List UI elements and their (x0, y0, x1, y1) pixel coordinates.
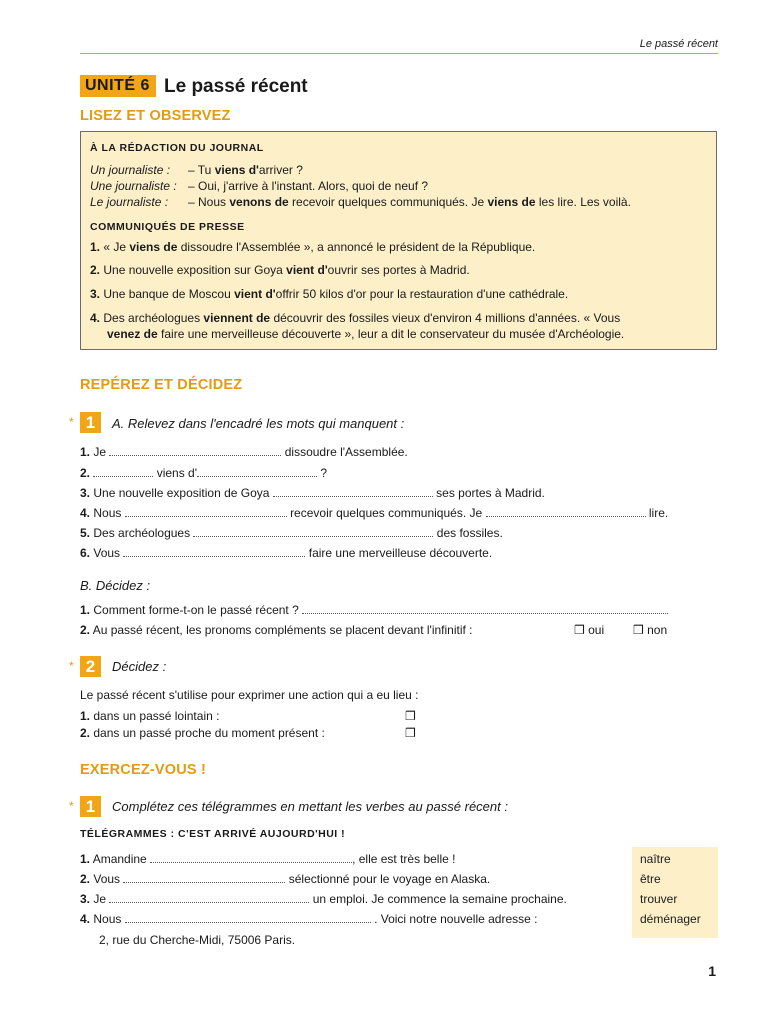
item-bold: viennent de (203, 311, 271, 325)
blank[interactable] (123, 872, 285, 883)
dialogue-bold: viens de (487, 195, 536, 209)
fill-line (80, 546, 492, 561)
communique-item (90, 263, 470, 278)
section-heading-lisez: LISEZ ET OBSERVEZ (80, 108, 231, 124)
telegram-line (80, 912, 538, 927)
blank[interactable] (197, 466, 317, 477)
line-text: . Voici notre nouvelle adresse : (374, 912, 538, 926)
line-text: Une nouvelle exposition de Goya (93, 486, 270, 500)
line-text: Au passé récent, les pronoms compléments se placent devant l'infinitif : (92, 623, 473, 637)
blank[interactable] (109, 892, 309, 903)
telegram-line (80, 892, 567, 907)
blank[interactable] (93, 466, 153, 477)
line-text: viens d' (156, 466, 198, 480)
verb-item: trouver (640, 892, 678, 906)
dialogue-line (90, 163, 303, 178)
verb-item: déménager (640, 912, 701, 926)
speaker: Le journaliste : (90, 195, 169, 209)
blank[interactable] (273, 486, 433, 497)
communique-item (90, 287, 568, 302)
dialogue-text: recevoir quelques communiqués. Je (288, 195, 488, 209)
communique-item (90, 240, 535, 255)
header-rule (80, 53, 718, 54)
line-number: 1. (80, 603, 91, 617)
fill-line (80, 445, 408, 460)
star-marker: * (69, 659, 74, 673)
item-bold: viens de (129, 240, 178, 254)
section-heading-exercez: EXERCEZ-VOUS ! (80, 762, 207, 778)
verb-item: être (640, 872, 661, 886)
blank[interactable] (302, 603, 668, 614)
line-text: dans un passé proche du moment présent : (93, 726, 325, 740)
dialogue-text: – Tu (188, 163, 215, 177)
line-text: Nous (93, 912, 122, 926)
line-text: Comment forme-t-on le passé récent ? (93, 603, 299, 617)
dialogue-text: – Oui, j'arrive à l'instant. Alors, quoi de neuf ? (188, 179, 429, 193)
dialogue-line (90, 179, 428, 194)
line-number: 5. (80, 526, 91, 540)
exercise-instruction: Complétez ces télégrammes en mettant les verbes au passé récent : (112, 799, 508, 814)
dialogue-text: les lire. Les voilà. (535, 195, 631, 209)
unit-title: Le passé récent (164, 76, 308, 97)
item-text: Une banque de Moscou (103, 287, 235, 301)
question-line (80, 623, 473, 638)
line-text: Je (93, 445, 107, 459)
section-heading-reperez: REPÉREZ ET DÉCIDEZ (80, 377, 243, 393)
line-text: recevoir quelques communiqués. Je (290, 506, 483, 520)
line-number: 3. (80, 486, 91, 500)
exercise-instruction: Décidez : (112, 659, 167, 674)
speaker: Un journaliste : (90, 163, 171, 177)
reading-heading-journal: À LA RÉDACTION DU JOURNAL (90, 142, 264, 154)
dialogue-text: arriver ? (258, 163, 303, 177)
line-number: 1. (80, 709, 91, 723)
line-text: Nous (93, 506, 122, 520)
item-text: ouvrir ses portes à Madrid. (327, 263, 470, 277)
item-number: 1. (90, 240, 101, 254)
line-text: ? (320, 466, 328, 480)
item-bold: vient d' (286, 263, 328, 277)
unit-label: UNITÉ 6 (85, 77, 150, 94)
option-line (80, 726, 325, 741)
item-number: 2. (90, 263, 101, 277)
line-number: 2. (80, 466, 91, 480)
page-number: 1 (708, 963, 716, 979)
fill-line (80, 486, 545, 501)
line-text: lire. (648, 506, 669, 520)
line-number: 1. (80, 852, 91, 866)
line-text: Je (93, 892, 107, 906)
item-text: « Je (103, 240, 130, 254)
line-number: 4. (80, 912, 91, 926)
line-text: Vous (93, 546, 121, 560)
running-header: Le passé récent (639, 38, 718, 50)
line-text: dans un passé lointain : (93, 709, 220, 723)
question-line (80, 603, 668, 618)
line-text: Des archéologues (93, 526, 191, 540)
item-text: faire une merveilleuse découverte », leur a dit le conservateur du musée d'Archéologie. (157, 327, 625, 341)
exercise-badge: 1 (80, 412, 101, 433)
item-text: offrir 50 kilos d'or pour la restauration d'une cathédrale. (275, 287, 569, 301)
star-marker: * (69, 415, 74, 429)
exercise-instruction-b: B. Décidez : (80, 578, 151, 593)
line-text: , elle est très belle ! (352, 852, 456, 866)
exercise-instruction: A. Relevez dans l'encadré les mots qui manquent : (112, 416, 405, 431)
line-number: 6. (80, 546, 91, 560)
dialogue-text: – Nous (188, 195, 230, 209)
item-bold: venez de (107, 327, 158, 341)
blank[interactable] (193, 526, 433, 537)
line-text: dissoudre l'Assemblée. (284, 445, 408, 459)
checkbox-oui[interactable]: ❒ oui (574, 623, 605, 637)
exercise-badge: 1 (80, 796, 101, 817)
telegram-line (80, 872, 490, 887)
line-text: Vous (93, 872, 121, 886)
line-text: des fossiles. (436, 526, 503, 540)
star-marker: * (69, 799, 74, 813)
item-text: Une nouvelle exposition sur Goya (103, 263, 287, 277)
speaker: Une journaliste : (90, 179, 177, 193)
line-number: 2. (80, 726, 91, 740)
blank[interactable] (109, 445, 281, 456)
communique-item (90, 311, 620, 326)
telegram-address: 2, rue du Cherche-Midi, 75006 Paris. (99, 933, 296, 947)
line-text: faire une merveilleuse découverte. (308, 546, 493, 560)
item-text: dissoudre l'Assemblée », a annoncé le président de la République. (177, 240, 536, 254)
line-text: sélectionné pour le voyage en Alaska. (288, 872, 491, 886)
item-number: 3. (90, 287, 101, 301)
option-line (80, 709, 219, 724)
item-number: 4. (90, 311, 101, 325)
dialogue-bold: venons de (229, 195, 289, 209)
line-text: ses portes à Madrid. (436, 486, 545, 500)
dialogue-bold: viens d' (214, 163, 259, 177)
communique-item-continued (107, 327, 624, 342)
item-text: découvrir des fossiles vieux d'environ 4 millions d'années. « Vous (270, 311, 621, 325)
line-number: 2. (80, 872, 91, 886)
checkbox-lointain[interactable]: ❒ (405, 709, 416, 723)
item-bold: vient d' (234, 287, 276, 301)
intro-text: Le passé récent s'utilise pour exprimer une action qui a eu lieu : (80, 688, 419, 702)
line-number: 1. (80, 445, 91, 459)
reading-heading-communiques: COMMUNIQUÉS DE PRESSE (90, 221, 245, 233)
telegram-heading: TÉLÉGRAMMES : C'EST ARRIVÉ AUJOURD'HUI ! (80, 828, 346, 840)
line-number: 2. (80, 623, 91, 637)
fill-line (80, 466, 327, 481)
checkbox-proche[interactable]: ❒ (405, 726, 416, 740)
blank[interactable] (125, 912, 371, 923)
fill-line (80, 526, 503, 541)
exercise-badge: 2 (80, 656, 101, 677)
fill-line (80, 506, 668, 521)
line-text: Amandine (92, 852, 147, 866)
verb-item: naître (640, 852, 671, 866)
line-number: 4. (80, 506, 91, 520)
checkbox-non[interactable]: ❒ non (633, 623, 668, 637)
blank[interactable] (125, 506, 287, 517)
blank[interactable] (150, 852, 352, 863)
line-text: un emploi. Je commence la semaine prochaine. (312, 892, 567, 906)
blank[interactable] (123, 546, 305, 557)
dialogue-line (90, 195, 631, 210)
telegram-line (80, 852, 455, 867)
item-text: Des archéologues (103, 311, 204, 325)
line-number: 3. (80, 892, 91, 906)
blank[interactable] (486, 506, 646, 517)
